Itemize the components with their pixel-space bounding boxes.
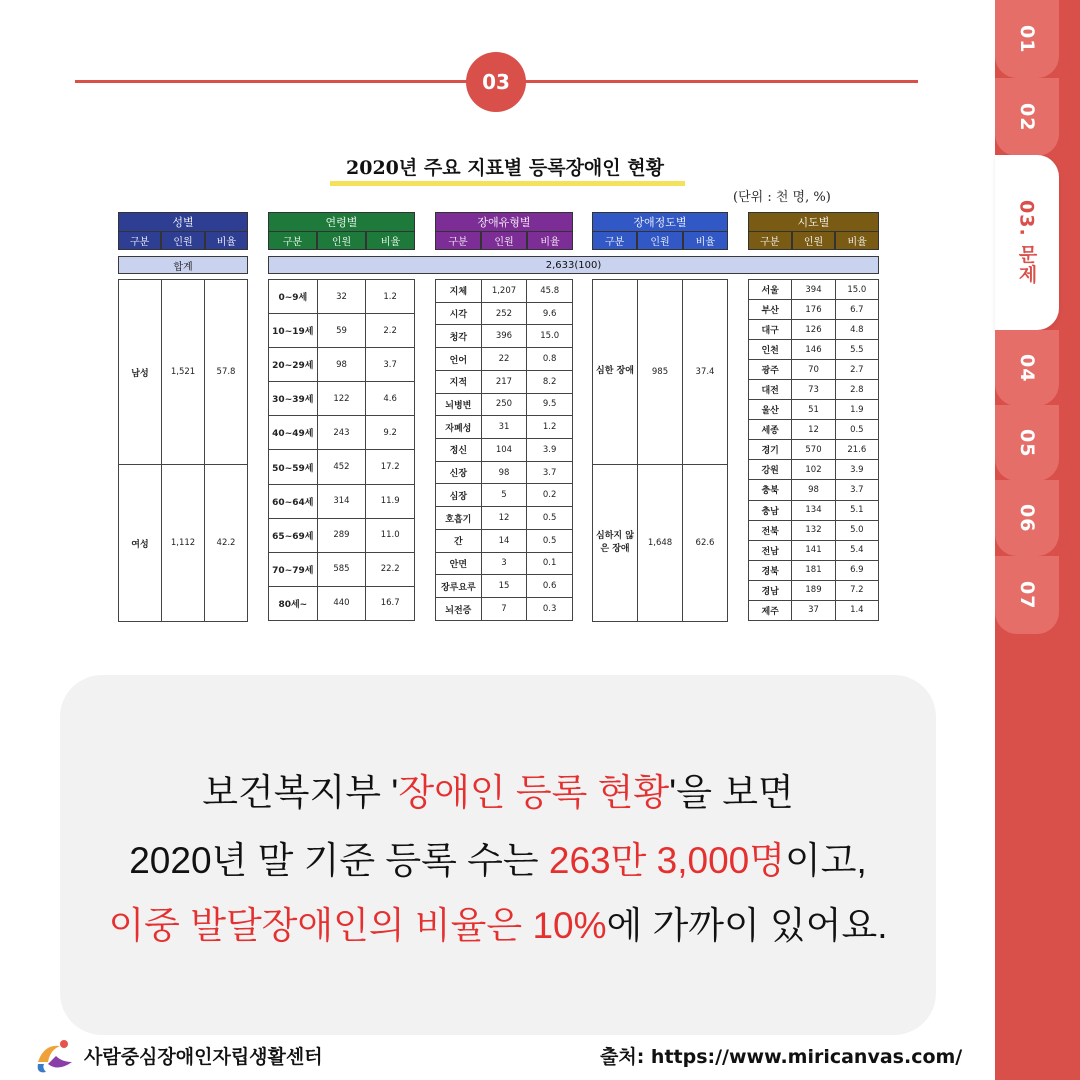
row-label: 시각 [436, 302, 482, 325]
count-cell: 37 [792, 600, 835, 620]
message-line-3: 이중 발달장애인의 비율은 10%에 가까이 있어요. [108, 905, 888, 946]
row-label: 충북 [749, 480, 792, 500]
count-cell: 3 [481, 552, 527, 575]
count-cell: 31 [481, 416, 527, 439]
count-cell: 985 [638, 280, 683, 465]
count-cell: 98 [317, 348, 366, 382]
count-cell: 396 [481, 325, 527, 348]
sub-header: 인원 [161, 232, 204, 250]
count-cell: 1,648 [638, 465, 683, 622]
row-label: 장루요루 [436, 575, 482, 598]
row-label: 대구 [749, 320, 792, 340]
ratio-cell: 5.0 [835, 520, 878, 540]
sub-header: 비율 [835, 232, 879, 250]
count-cell: 289 [317, 518, 366, 552]
row-label: 안면 [436, 552, 482, 575]
tab-label: 02 [1016, 102, 1038, 132]
row-label: 60~64세 [269, 484, 318, 518]
group-header-5 [748, 212, 879, 250]
count-cell: 98 [792, 480, 835, 500]
row-label: 인천 [749, 340, 792, 360]
ratio-cell: 3.7 [366, 348, 415, 382]
ratio-cell: 1.4 [835, 600, 878, 620]
sub-header: 인원 [637, 232, 682, 250]
count-cell: 217 [481, 370, 527, 393]
count-cell: 73 [792, 380, 835, 400]
tab-3[interactable] [995, 155, 1059, 330]
row-label: 광주 [749, 360, 792, 380]
count-cell: 70 [792, 360, 835, 380]
ratio-cell: 2.8 [835, 380, 878, 400]
tab-label: 04 [1016, 353, 1038, 383]
row-label: 정신 [436, 439, 482, 462]
ratio-cell: 17.2 [366, 450, 415, 484]
ratio-cell: 5.5 [835, 340, 878, 360]
ratio-cell: 0.5 [835, 420, 878, 440]
ratio-cell: 0.5 [527, 507, 573, 530]
count-cell: 126 [792, 320, 835, 340]
row-label: 서울 [749, 280, 792, 300]
ratio-cell: 3.7 [527, 461, 573, 484]
count-cell: 570 [792, 440, 835, 460]
summary-label: 합계 [118, 256, 248, 274]
ratio-cell: 1.2 [366, 280, 415, 314]
severity-table [592, 279, 728, 622]
row-label: 경남 [749, 580, 792, 600]
group-header-3 [435, 212, 573, 250]
row-label: 65~69세 [269, 518, 318, 552]
row-label: 신장 [436, 461, 482, 484]
sub-header: 비율 [527, 232, 573, 250]
count-cell: 181 [792, 560, 835, 580]
row-label: 충남 [749, 500, 792, 520]
ratio-cell: 1.9 [835, 400, 878, 420]
group-title: 연령별 [268, 212, 415, 232]
count-cell: 250 [481, 393, 527, 416]
count-cell: 146 [792, 340, 835, 360]
ratio-cell: 5.1 [835, 500, 878, 520]
row-label: 청각 [436, 325, 482, 348]
region-table [748, 279, 879, 621]
ratio-cell: 9.5 [527, 393, 573, 416]
sub-header: 인원 [481, 232, 527, 250]
row-label: 부산 [749, 300, 792, 320]
count-cell: 12 [481, 507, 527, 530]
unit-note: (단위 : 천 명, %) [733, 190, 831, 205]
ratio-cell: 6.9 [835, 560, 878, 580]
ratio-cell: 15.0 [527, 325, 573, 348]
group-title: 장애유형별 [435, 212, 573, 232]
row-label: 70~79세 [269, 552, 318, 586]
count-cell: 1,112 [162, 465, 205, 622]
tab-5[interactable] [995, 405, 1059, 481]
count-cell: 134 [792, 500, 835, 520]
sub-header: 비율 [205, 232, 248, 250]
ratio-cell: 16.7 [366, 586, 415, 620]
ratio-cell: 11.9 [366, 484, 415, 518]
row-label: 0~9세 [269, 280, 318, 314]
row-label: 제주 [749, 600, 792, 620]
ratio-cell: 1.2 [527, 416, 573, 439]
row-label: 지적 [436, 370, 482, 393]
ratio-cell: 21.6 [835, 440, 878, 460]
row-label: 전남 [749, 540, 792, 560]
count-cell: 15 [481, 575, 527, 598]
row-label: 호흡기 [436, 507, 482, 530]
ratio-cell: 6.7 [835, 300, 878, 320]
row-label: 10~19세 [269, 314, 318, 348]
sub-header: 구분 [435, 232, 481, 250]
disability-type-table [435, 279, 573, 621]
tab-label: 05 [1016, 428, 1038, 458]
row-label: 언어 [436, 348, 482, 371]
count-cell: 189 [792, 580, 835, 600]
sub-header: 구분 [118, 232, 161, 250]
row-label: 강원 [749, 460, 792, 480]
ratio-cell: 2.7 [835, 360, 878, 380]
summary-value: 2,633(100) [268, 256, 879, 274]
ratio-cell: 4.6 [366, 382, 415, 416]
count-cell: 98 [481, 461, 527, 484]
ratio-cell: 0.5 [527, 529, 573, 552]
age-table [268, 279, 415, 621]
group-header-2 [268, 212, 415, 250]
count-cell: 51 [792, 400, 835, 420]
ratio-cell: 5.4 [835, 540, 878, 560]
tab-6[interactable] [995, 480, 1059, 556]
ratio-cell: 9.2 [366, 416, 415, 450]
count-cell: 22 [481, 348, 527, 371]
row-label: 경북 [749, 560, 792, 580]
count-cell: 452 [317, 450, 366, 484]
count-cell: 1,207 [481, 280, 527, 303]
tab-label: 01 [1016, 24, 1038, 54]
count-cell: 104 [481, 439, 527, 462]
row-label: 남성 [119, 280, 162, 465]
row-label: 40~49세 [269, 416, 318, 450]
count-cell: 440 [317, 586, 366, 620]
count-cell: 1,521 [162, 280, 205, 465]
table-title: 2020년 주요 지표별 등록장애인 현황 [346, 157, 664, 179]
tab-7[interactable] [995, 556, 1059, 634]
sub-header: 인원 [317, 232, 366, 250]
row-label: 전북 [749, 520, 792, 540]
source-link[interactable]: 출처: https://www.miricanvas.com/ [600, 1046, 963, 1068]
row-label: 20~29세 [269, 348, 318, 382]
ratio-cell: 4.8 [835, 320, 878, 340]
tab-2[interactable] [995, 78, 1059, 156]
row-label: 자폐성 [436, 416, 482, 439]
count-cell: 7 [481, 598, 527, 621]
row-label: 뇌병변 [436, 393, 482, 416]
count-cell: 32 [317, 280, 366, 314]
row-label: 간 [436, 529, 482, 552]
ratio-cell: 7.2 [835, 580, 878, 600]
tab-1[interactable] [995, 0, 1059, 78]
row-label: 30~39세 [269, 382, 318, 416]
count-cell: 585 [317, 552, 366, 586]
group-title: 장애정도별 [592, 212, 728, 232]
ratio-cell: 3.9 [835, 460, 878, 480]
row-label: 지체 [436, 280, 482, 303]
row-label: 50~59세 [269, 450, 318, 484]
sub-header: 인원 [792, 232, 836, 250]
count-cell: 14 [481, 529, 527, 552]
count-cell: 394 [792, 280, 835, 300]
ratio-cell: 8.2 [527, 370, 573, 393]
count-cell: 176 [792, 300, 835, 320]
count-cell: 132 [792, 520, 835, 540]
tab-label: 06 [1016, 503, 1038, 533]
gender-table [118, 279, 248, 622]
ratio-cell: 15.0 [835, 280, 878, 300]
sub-header: 비율 [683, 232, 728, 250]
row-label: 심장 [436, 484, 482, 507]
ratio-cell: 0.8 [527, 348, 573, 371]
row-label: 80세~ [269, 586, 318, 620]
row-label: 울산 [749, 400, 792, 420]
ratio-cell: 3.9 [527, 439, 573, 462]
ratio-cell: 45.8 [527, 280, 573, 303]
sub-header: 구분 [592, 232, 637, 250]
ratio-cell: 42.2 [205, 465, 248, 622]
ratio-cell: 62.6 [683, 465, 728, 622]
group-title: 시도별 [748, 212, 879, 232]
count-cell: 59 [317, 314, 366, 348]
ratio-cell: 11.0 [366, 518, 415, 552]
row-label: 세종 [749, 420, 792, 440]
group-title: 성별 [118, 212, 248, 232]
row-label: 심하지 않은 장애 [593, 465, 638, 622]
count-cell: 12 [792, 420, 835, 440]
ratio-cell: 0.1 [527, 552, 573, 575]
count-cell: 252 [481, 302, 527, 325]
count-cell: 122 [317, 382, 366, 416]
tab-label: 07 [1016, 580, 1038, 610]
sub-header: 비율 [366, 232, 415, 250]
tab-label: 03. 문제 [1015, 200, 1038, 285]
group-header-1 [118, 212, 248, 250]
ratio-cell: 2.2 [366, 314, 415, 348]
row-label: 경기 [749, 440, 792, 460]
row-label: 여성 [119, 465, 162, 622]
org-name: 사람중심장애인자립생활센터 [84, 1046, 323, 1068]
ratio-cell: 3.7 [835, 480, 878, 500]
ratio-cell: 9.6 [527, 302, 573, 325]
count-cell: 5 [481, 484, 527, 507]
ratio-cell: 57.8 [205, 280, 248, 465]
message-line-1: 보건복지부 '장애인 등록 현황'을 보면 [202, 772, 794, 813]
count-cell: 314 [317, 484, 366, 518]
sub-header: 구분 [268, 232, 317, 250]
row-label: 대전 [749, 380, 792, 400]
tab-4[interactable] [995, 330, 1059, 406]
title-underline [330, 181, 685, 186]
ratio-cell: 37.4 [683, 280, 728, 465]
message-line-2: 2020년 말 기준 등록 수는 263만 3,000명이고, [129, 840, 867, 881]
sub-header: 구분 [748, 232, 792, 250]
group-header-4 [592, 212, 728, 250]
count-cell: 243 [317, 416, 366, 450]
row-label: 심한 장애 [593, 280, 638, 465]
ratio-cell: 0.6 [527, 575, 573, 598]
ratio-cell: 22.2 [366, 552, 415, 586]
section-badge: 03 [466, 52, 526, 112]
center-logo-icon [30, 1032, 80, 1076]
count-cell: 141 [792, 540, 835, 560]
ratio-cell: 0.3 [527, 598, 573, 621]
count-cell: 102 [792, 460, 835, 480]
row-label: 뇌전증 [436, 598, 482, 621]
ratio-cell: 0.2 [527, 484, 573, 507]
